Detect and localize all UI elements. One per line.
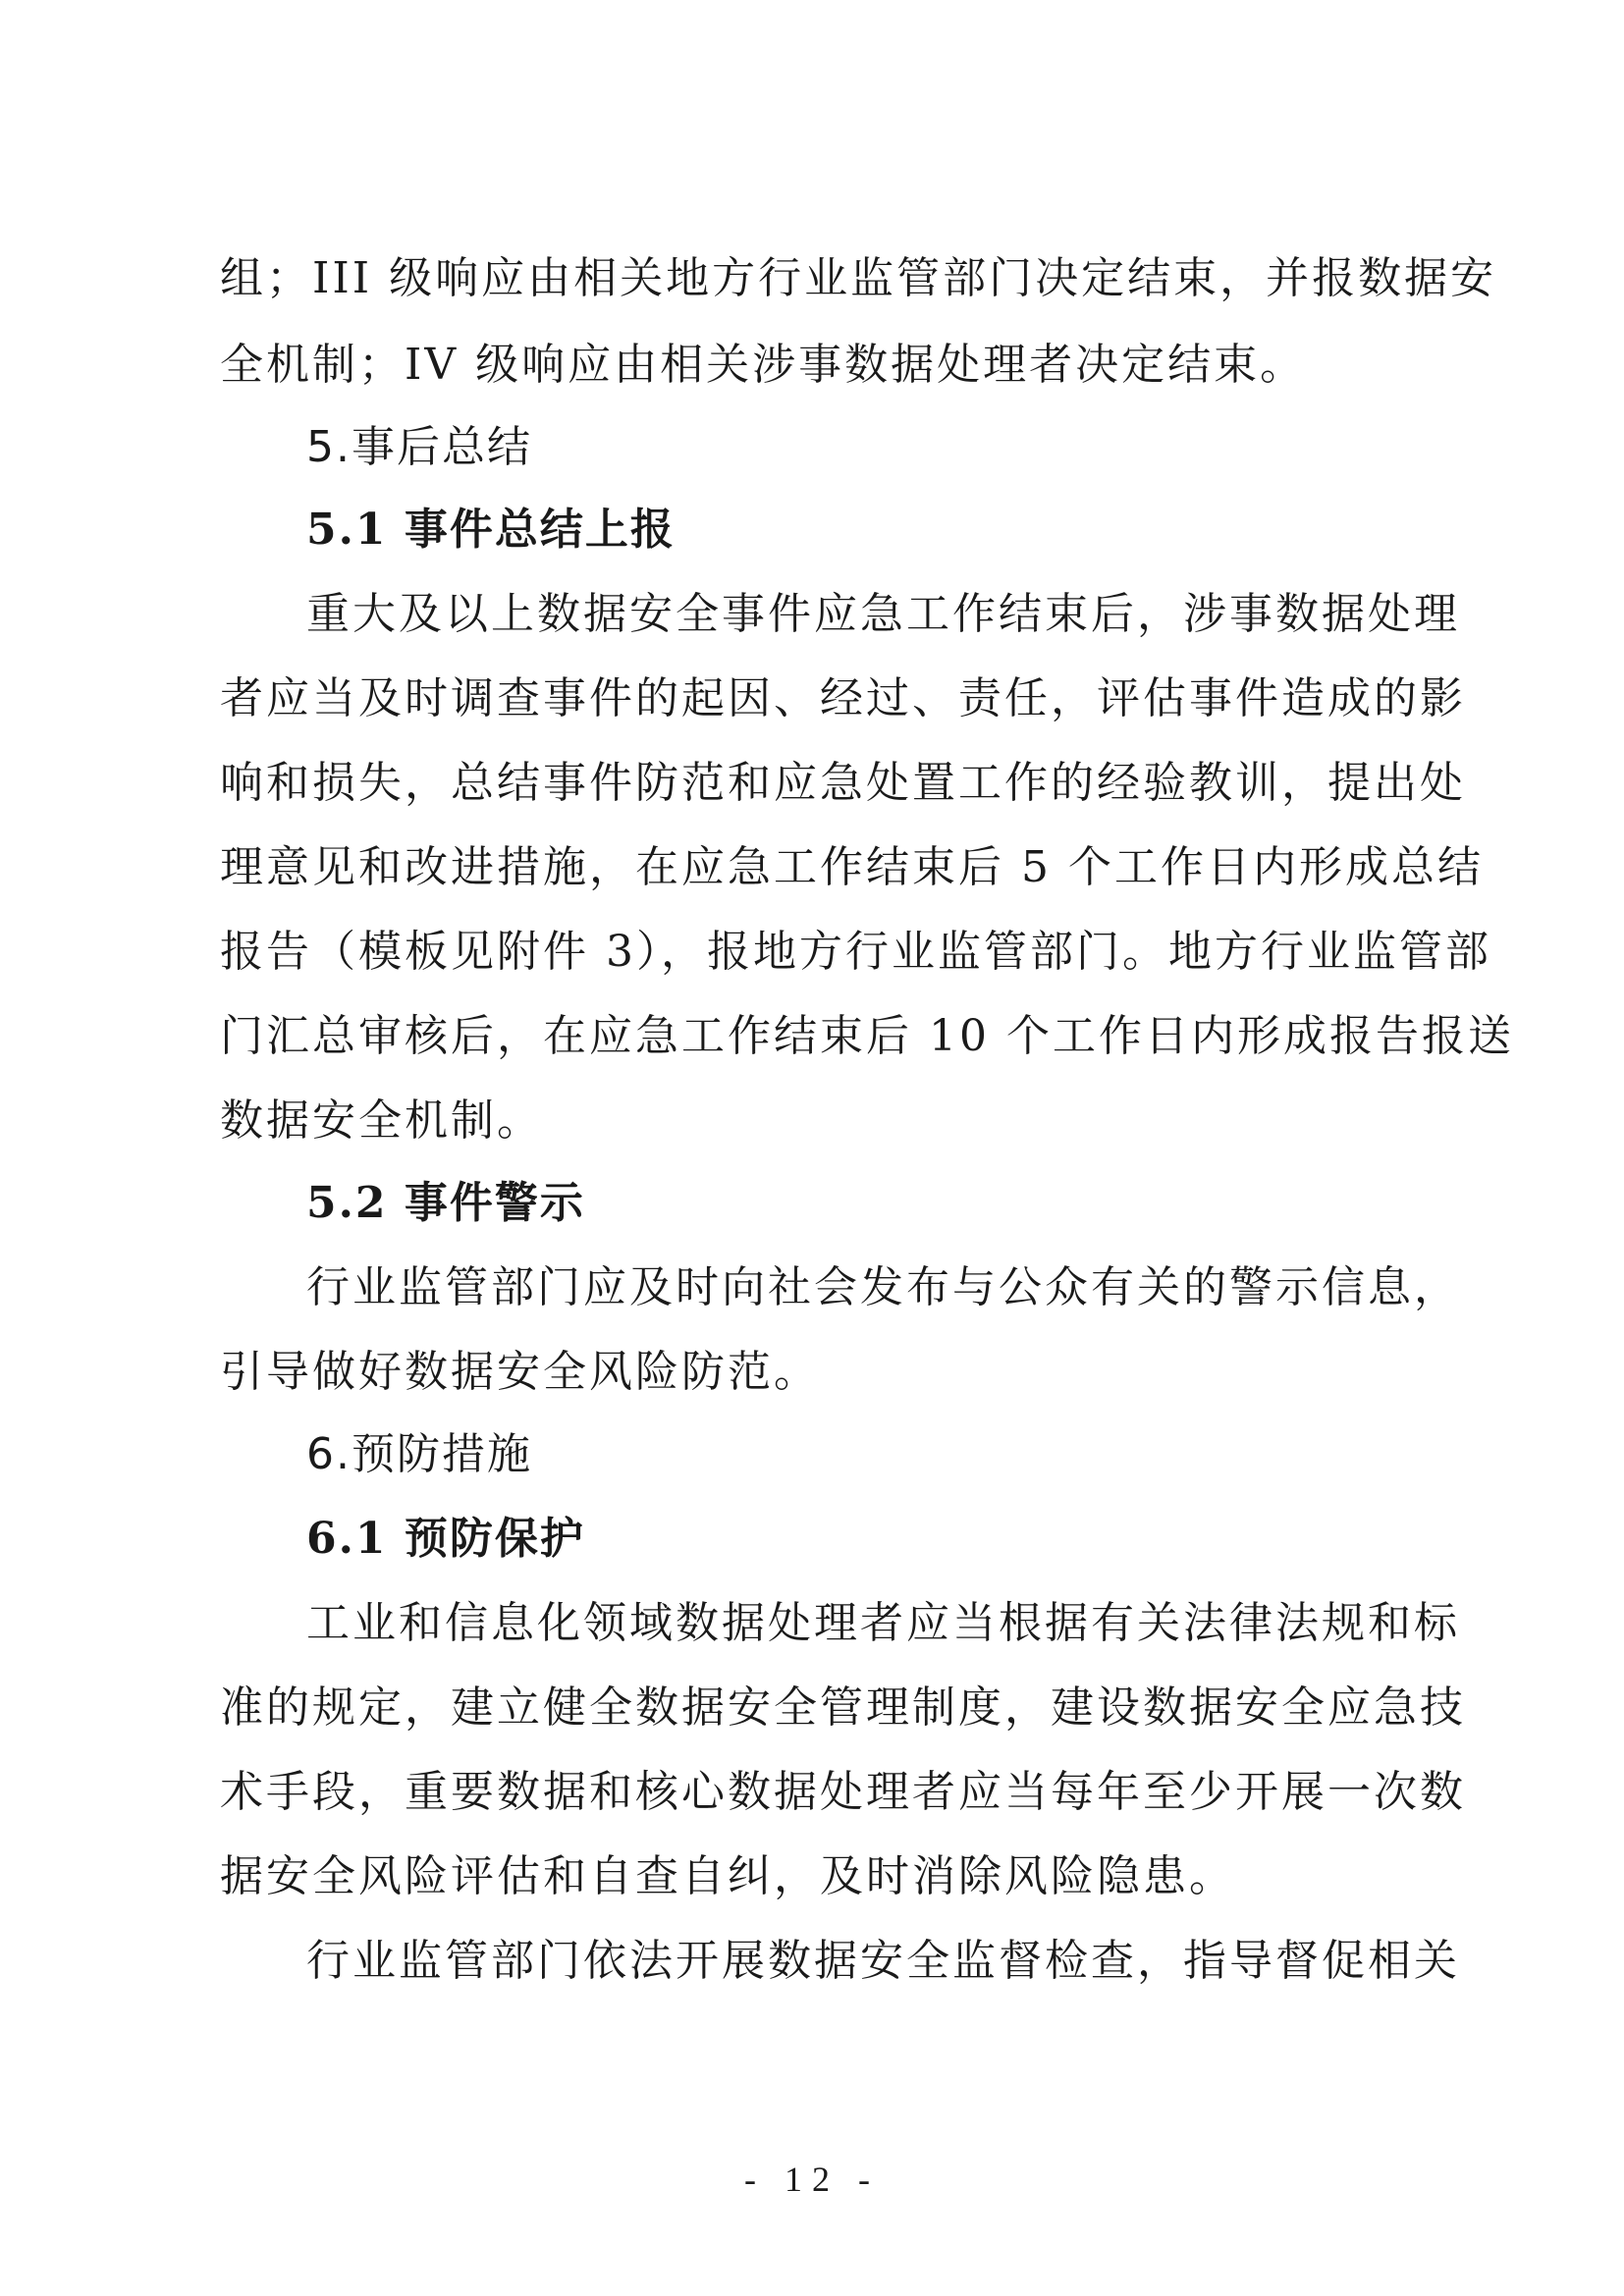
section-heading: 5.事后总结 (306, 422, 532, 472)
paragraph-line: 全机制；IV 级响应由相关涉事数据处理者决定结束。 (220, 340, 1307, 390)
paragraph-line: 重大及以上数据安全事件应急工作结束后，涉事数据处理 (306, 589, 1460, 639)
paragraph-line: 行业监管部门应及时向社会发布与公众有关的警示信息， (306, 1262, 1460, 1312)
paragraph-line: 报告（模板见附件 3），报地方行业监管部门。地方行业监管部 (220, 927, 1491, 977)
paragraph-line: 行业监管部门依法开展数据安全监督检查，指导督促相关 (306, 1936, 1460, 1986)
section-heading: 6.预防措施 (306, 1429, 532, 1479)
paragraph-line: 理意见和改进措施，在应急工作结束后 5 个工作日内形成总结 (220, 842, 1484, 892)
subsection-heading: 5.2 事件警示 (306, 1178, 585, 1228)
paragraph-line: 门汇总审核后，在应急工作结束后 10 个工作日内形成报告报送 (220, 1011, 1514, 1061)
paragraph-line: 术手段，重要数据和核心数据处理者应当每年至少开展一次数 (220, 1767, 1466, 1817)
paragraph-line: 工业和信息化领域数据处理者应当根据有关法律法规和标 (306, 1598, 1460, 1648)
paragraph-line: 准的规定，建立健全数据安全管理制度，建设数据安全应急技 (220, 1682, 1466, 1733)
page-number: - 12 - (744, 2160, 880, 2199)
paragraph-line: 引导做好数据安全风险防范。 (220, 1347, 820, 1397)
paragraph-line: 据安全风险评估和自查自纠，及时消除风险隐患。 (220, 1851, 1235, 1901)
paragraph-line: 数据安全机制。 (220, 1095, 543, 1146)
subsection-heading: 6.1 预防保护 (306, 1514, 585, 1564)
paragraph-line: 者应当及时调查事件的起因、经过、责任，评估事件造成的影 (220, 673, 1466, 723)
paragraph-line: 响和损失，总结事件防范和应急处置工作的经验教训，提出处 (220, 758, 1466, 808)
paragraph-line: 组；III 级响应由相关地方行业监管部门决定结束，并报数据安 (220, 253, 1497, 303)
subsection-heading: 5.1 事件总结上报 (306, 505, 676, 555)
